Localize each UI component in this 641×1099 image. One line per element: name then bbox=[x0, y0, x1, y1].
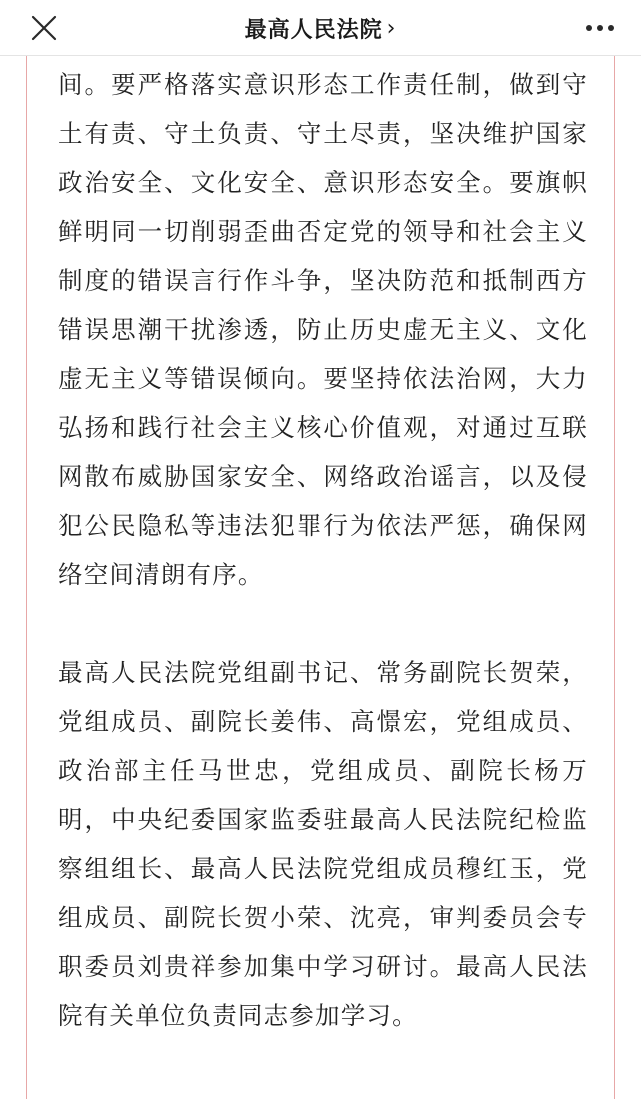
article-paragraph-1: 间。要严格落实意识形态工作责任制，做到守土有责、守土负责、守土尽责，坚决维护国家政治安全、文化安全、意识形态安全。要旗帜鲜明同一切削弱歪曲否定党的领导和社会主义制度的错误言行作斗争，坚决防范和抵制西方错误思潮干扰渗透，防止历史虚无主义、文化虚无主义等错误倾向。要坚持依法治网，大力弘扬和践行社会主义核心价值观，对通过互联网散布威胁国家安全、网络政治谣言，以及侵犯公民隐私等违法犯罪行为依法严惩，确保网络空间清朗有序。 bbox=[58, 70, 588, 589]
chevron-right-icon: › bbox=[386, 15, 397, 41]
more-dots-icon bbox=[585, 24, 615, 32]
article-paragraph-2: 最高人民法院党组副书记、常务副院长贺荣，党组成员、副院长姜伟、高憬宏，党组成员、政治部主任马世忠，党组成员、副院长杨万明，中央纪委国家监委驻最高人民法院纪检监察组组长、最高人民法院党组成员穆红玉，党组成员、副院长贺小荣、沈亮，审判委员会专职委员刘贵祥参加集中学习研讨。最高人民法院有关单位负责同志参加学习。 bbox=[58, 658, 588, 1030]
top-navigation-bar bbox=[0, 0, 641, 56]
close-button[interactable] bbox=[28, 12, 60, 44]
more-options-button[interactable] bbox=[583, 14, 617, 42]
article-body bbox=[58, 60, 588, 1040]
page-title: 最高人民法院 bbox=[244, 17, 383, 43]
account-title-link[interactable] bbox=[245, 13, 397, 44]
close-icon bbox=[28, 12, 60, 44]
